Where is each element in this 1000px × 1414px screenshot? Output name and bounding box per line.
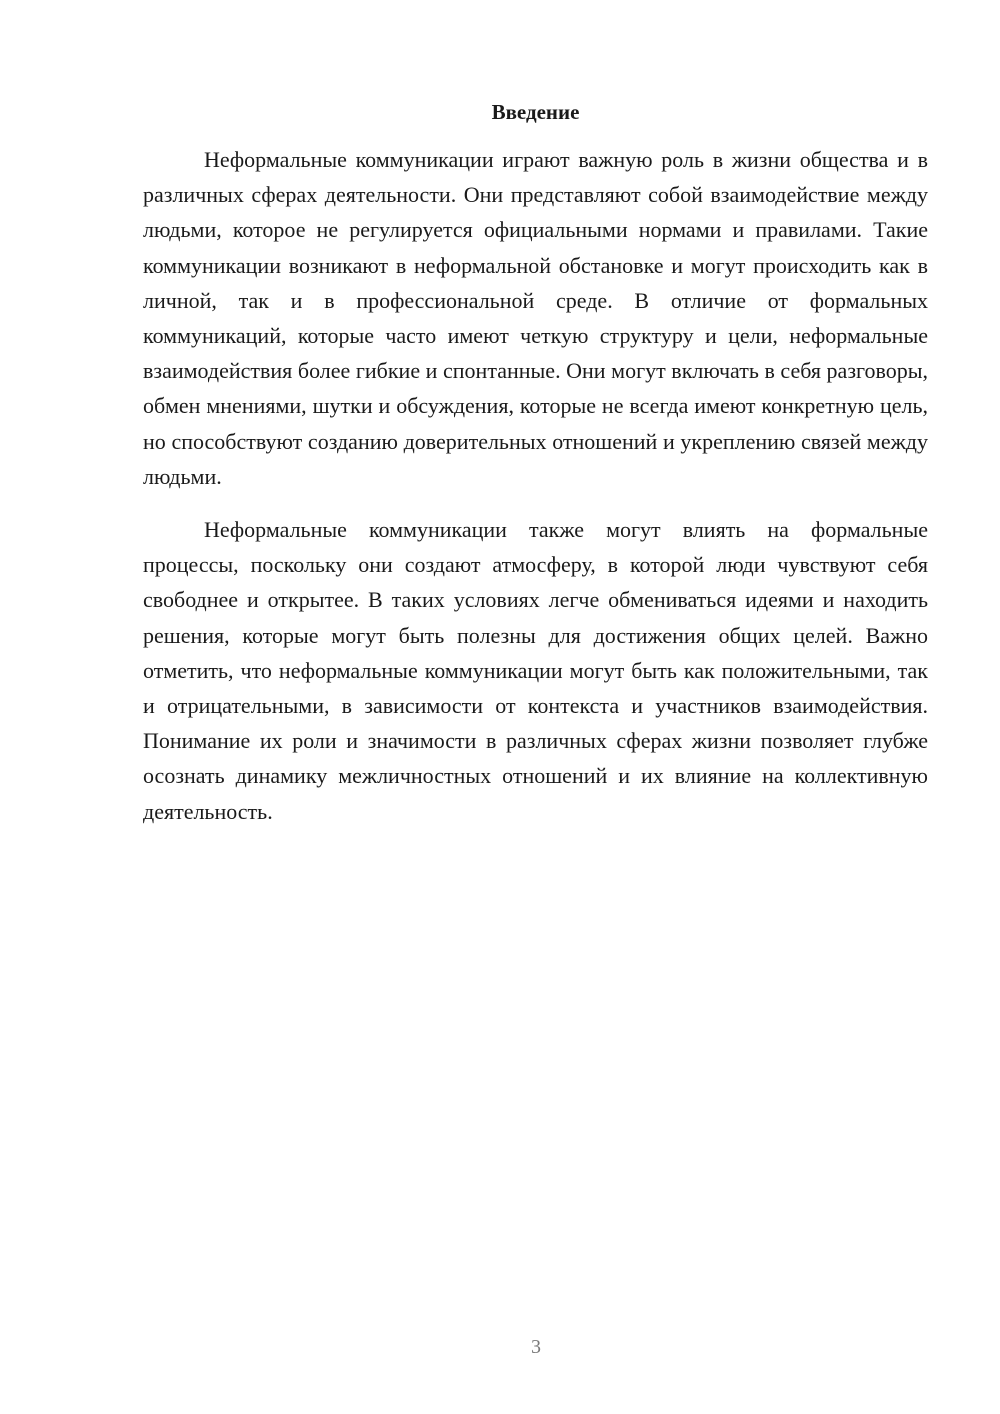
section-heading: Введение (491, 100, 580, 124)
body-text (143, 142, 928, 829)
paragraph-1: Неформальные коммуникации играют важную роль в жизни общества и в различных сферах деятельности. Они представляют собой взаимодействие между людьми, которое не регулируется официальными нормами и правилами. Такие коммуникации возникают в неформальной обстановке и могут происходить как в личной, так и в профессиональной среде. В отличие от формальных коммуникаций, которые часто имеют четкую структуру и цели, неформальные взаимодействия более гибкие и спонтанные. Они могут включать в себя разговоры, обмен мнениями, шутки и обсуждения, которые не всегда имеют конкретную цель, но способствуют созданию доверительных отношений и укреплению связей между людьми. (143, 147, 928, 489)
paragraph-2: Неформальные коммуникации также могут влиять на формальные процессы, поскольку они создают атмосферу, в которой люди чувствуют себя свободнее и открытее. В таких условиях легче обмениваться идеями и находить решения, которые могут быть полезны для достижения общих целей. Важно отметить, что неформальные коммуникации могут быть как положительными, так и отрицательными, в зависимости от контекста и участников взаимодействия. Понимание их роли и значимости в различных сферах жизни позволяет глубже осознать динамику межличностных отношений и их влияние на коллективную деятельность. (143, 517, 928, 824)
page-number: 3 (531, 1336, 541, 1358)
